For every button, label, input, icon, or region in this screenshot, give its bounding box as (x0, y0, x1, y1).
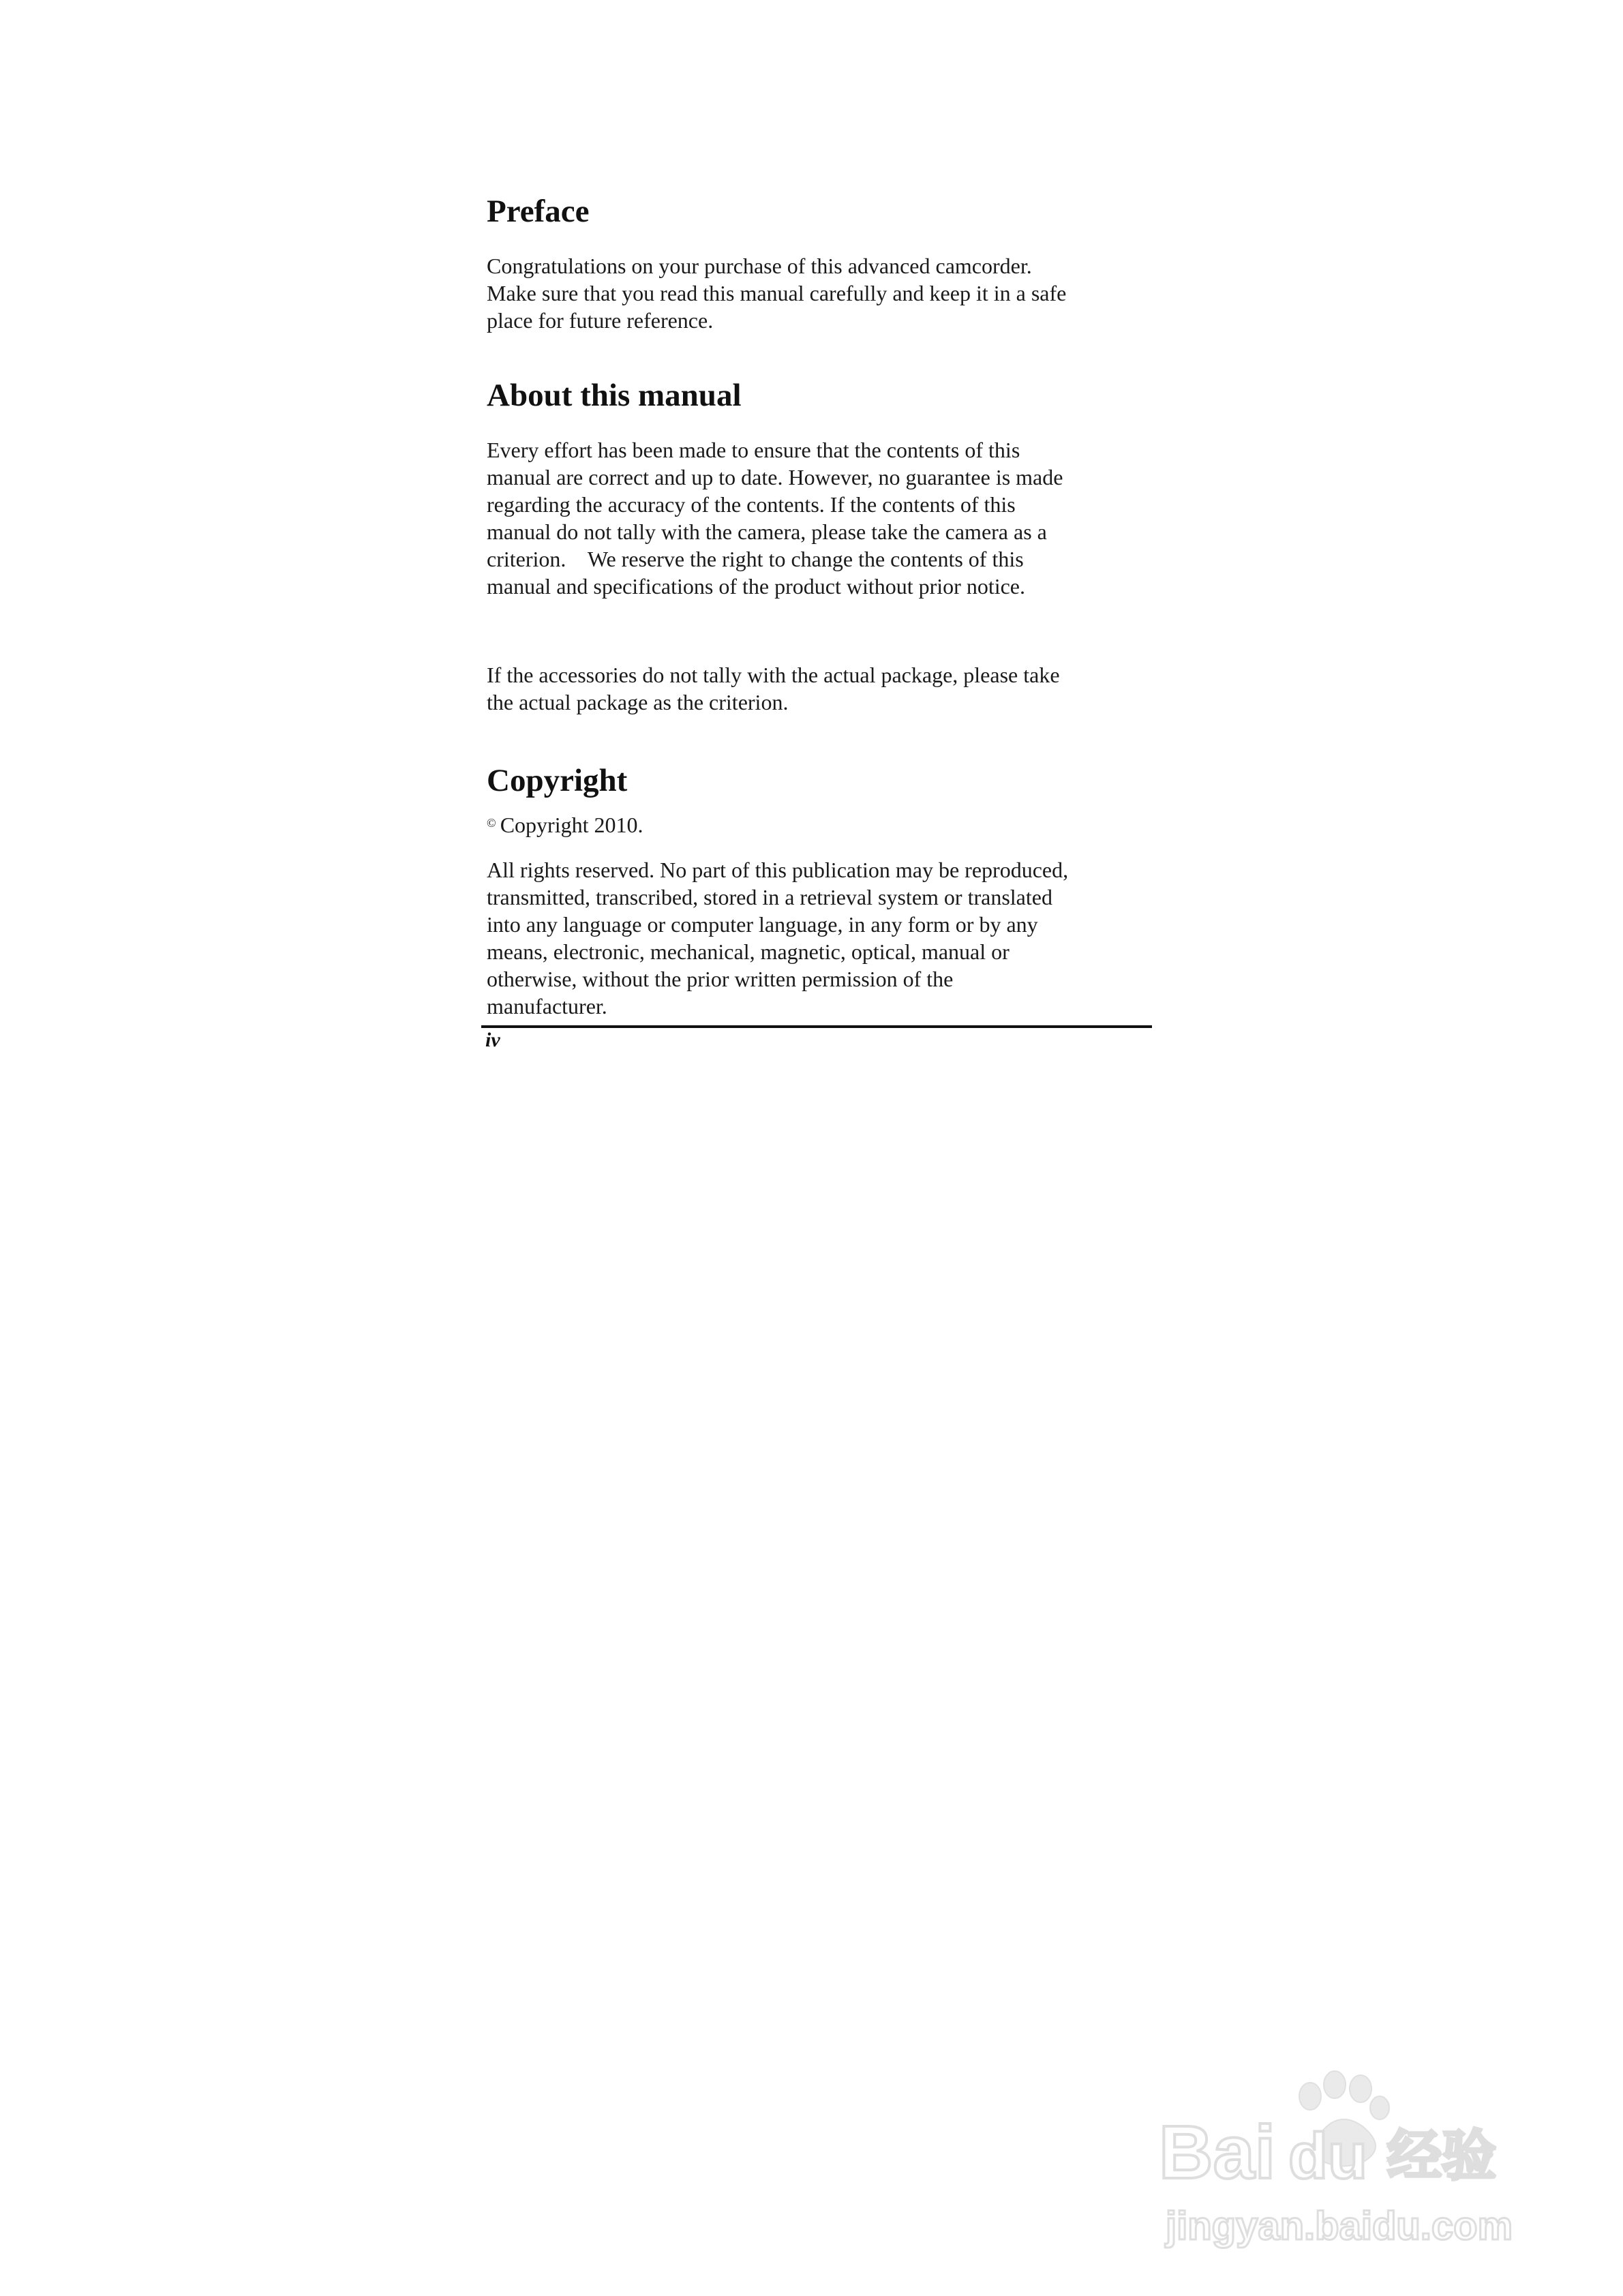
preface-line: Congratulations on your purchase of this advanced camcorder. (487, 254, 1032, 278)
footer-divider (481, 1025, 1152, 1028)
about-line: manual do not tally with the camera, please take the camera as a (487, 519, 1047, 544)
rights-line: transmitted, transcribed, stored in a retrieval system or translated (487, 885, 1052, 909)
about-line: regarding the accuracy of the contents. If the contents of this (487, 492, 1016, 517)
copyright-line (487, 809, 1151, 839)
preface-paragraph (487, 252, 1151, 334)
rights-line: otherwise, without the prior written permission of the (487, 967, 954, 991)
about-manual-paragraph (487, 436, 1151, 600)
about-manual-heading: About this manual (487, 378, 742, 413)
copyright-year-text: Copyright 2010. (500, 813, 643, 837)
baidu-jingyan-watermark (1152, 2059, 1534, 2263)
rights-line: All rights reserved. No part of this publication may be reproduced, (487, 858, 1069, 882)
watermark-url-text: jingyan.baidu.com (1166, 2204, 1513, 2248)
accessories-line: the actual package as the criterion. (487, 690, 789, 714)
preface-line: Make sure that you read this manual carefully and keep it in a safe (487, 281, 1067, 305)
watermark-cn-text: 经验 (1387, 2124, 1496, 2188)
watermark-brand-tail-text: du (1288, 2120, 1368, 2192)
rights-line: manufacturer. (487, 994, 607, 1018)
watermark-graphic (1152, 2059, 1534, 2263)
copyright-heading: Copyright (487, 763, 628, 798)
accessories-line: If the accessories do not tally with the actual package, please take (487, 663, 1060, 687)
about-line: Every effort has been made to ensure that the contents of this (487, 438, 1020, 462)
about-line: manual are correct and up to date. However, no guarantee is made (487, 465, 1063, 489)
page-number: iv (485, 1029, 500, 1051)
accessories-paragraph (487, 661, 1151, 716)
about-line: criterion. We reserve the right to change the contents of this (487, 547, 1024, 571)
copyright-symbol: © (487, 816, 496, 830)
rights-line: means, electronic, mechanical, magnetic, optical, manual or (487, 939, 1010, 964)
rights-paragraph (487, 856, 1151, 1020)
preface-heading: Preface (487, 194, 590, 229)
rights-line: into any language or computer language, in any form or by any (487, 912, 1038, 937)
document-body (487, 191, 1151, 1020)
about-line: manual and specifications of the product without prior notice. (487, 574, 1025, 599)
preface-line: place for future reference. (487, 308, 714, 333)
watermark-brand-text: Bai (1159, 2111, 1276, 2194)
